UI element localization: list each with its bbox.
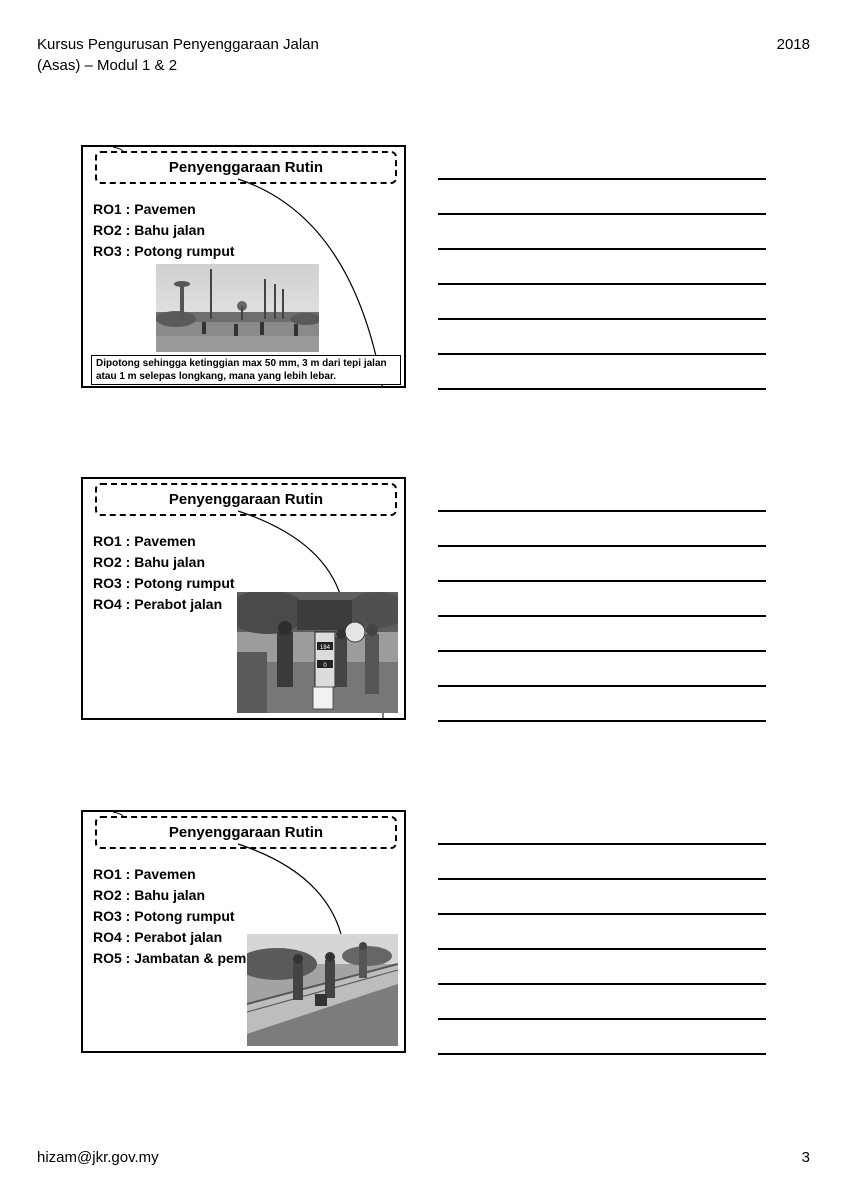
photo-grass-cutting <box>156 264 319 352</box>
note-line <box>438 510 766 512</box>
slide-item: RO3 : Potong rumput <box>93 908 235 924</box>
note-line <box>438 720 766 722</box>
note-line <box>438 318 766 320</box>
note-line <box>438 353 766 355</box>
note-line <box>438 545 766 547</box>
slide-item: RO3 : Potong rumput <box>93 243 235 259</box>
note-line <box>438 213 766 215</box>
slide-item: RO4 : Perabot jalan <box>93 929 223 945</box>
slide-title: Penyenggaraan Rutin <box>95 151 397 184</box>
note-line <box>438 580 766 582</box>
slide-1 <box>81 145 406 388</box>
slide-item-list <box>93 531 235 615</box>
note-line <box>438 948 766 950</box>
page-number: 3 <box>801 1149 810 1166</box>
slide-title: Penyenggaraan Rutin <box>95 483 397 516</box>
slide-item: RO1 : Pavemen <box>93 201 196 217</box>
note-line <box>438 388 766 390</box>
document-header-title <box>37 34 319 76</box>
slide-item: RO1 : Pavemen <box>93 533 196 549</box>
slide-item: RO2 : Bahu jalan <box>93 222 206 238</box>
note-line <box>438 685 766 687</box>
photo-bridge-maintenance <box>247 934 398 1046</box>
marker-post-number: 184 <box>319 645 331 651</box>
note-line <box>438 283 766 285</box>
note-line <box>438 178 766 180</box>
note-line <box>438 983 766 985</box>
note-line <box>438 878 766 880</box>
footer-email: hizam@jkr.gov.my <box>37 1149 159 1166</box>
slide-item: RO3 : Potong rumput <box>93 575 235 591</box>
slide-2 <box>81 477 406 720</box>
note-line <box>438 843 766 845</box>
note-line <box>438 615 766 617</box>
photo-road-furniture-workers <box>237 592 398 713</box>
header-year: 2018 <box>776 36 810 53</box>
slide-item: RO5 : Jambatan & pem <box>93 950 247 966</box>
marker-post-digit: 0 <box>323 663 327 669</box>
slide-item-list <box>93 864 246 969</box>
slide-3 <box>81 810 406 1053</box>
slide-item: RO2 : Bahu jalan <box>93 887 206 903</box>
slide-item: RO4 : Perabot jalan <box>93 596 223 612</box>
header-title-line-2: (Asas) – Modul 1 & 2 <box>37 57 178 74</box>
slide-title: Penyenggaraan Rutin <box>95 816 397 849</box>
note-line <box>438 248 766 250</box>
slide-item: RO1 : Pavemen <box>93 866 196 882</box>
note-line <box>438 650 766 652</box>
slide-item: RO2 : Bahu jalan <box>93 554 206 570</box>
note-line <box>438 1018 766 1020</box>
note-line <box>438 1053 766 1055</box>
header-title-line-1: Kursus Pengurusan Penyenggaraan Jalan <box>37 36 319 53</box>
note-line <box>438 913 766 915</box>
slide-item-list <box>93 199 235 262</box>
slide-caption: Dipotong sehingga ketinggian max 50 mm, 3 m dari tepi jalan atau 1 m selepas longkang, mana yang lebih lebar. <box>91 355 401 385</box>
